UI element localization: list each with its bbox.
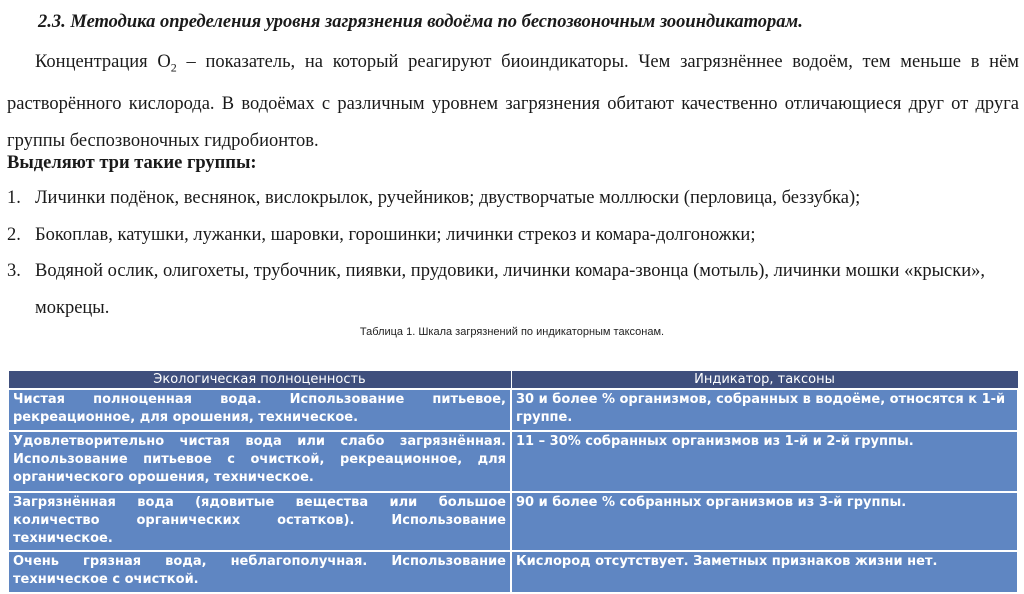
section-heading: 2.3. Методика определения уровня загрязнения водоёма по беспозвоночным зооиндикаторам.	[38, 12, 803, 32]
pollution-scale-table	[7, 370, 1019, 594]
header-ecological-quality: Экологическая полноценность	[8, 371, 511, 390]
indicator-cell: 11 – 30% собранных организмов из 1-й и 2-й группы.	[511, 431, 1018, 492]
quality-cell: Очень грязная вода, неблагополучная. Использование техническое с очисткой.	[8, 551, 511, 593]
intro-text-part1: Концентрация О	[35, 52, 171, 72]
list-item-text: Личинки подёнок, веснянок, вислокрылок, ручейников; двустворчатые моллюски (перловица, беззубка);	[35, 188, 861, 208]
list-item	[7, 253, 1017, 326]
list-item-number: 3.	[7, 261, 21, 281]
table-header-row	[8, 371, 1018, 390]
indicator-cell: 90 и более % собранных организмов из 3-й группы.	[511, 492, 1018, 551]
list-item-text: Бокоплав, катушки, лужанки, шаровки, горошинки; личинки стрекоз и комара-долгоножки;	[35, 224, 756, 245]
table-row	[8, 389, 1018, 431]
list-item	[7, 217, 1017, 254]
list-item-number: 2.	[7, 224, 21, 245]
intro-paragraph	[7, 44, 1019, 159]
list-item-text: Водяной ослик, олигохеты, трубочник, пиявки, прудовики, личинки комара-звонца (мотыль), личинки мошки «крыски», мокрецы.	[35, 261, 985, 318]
groups-title: Выделяют три такие группы:	[7, 153, 257, 173]
intro-text-part2: – показатель, на который реагируют биоиндикаторы. Чем загрязнённее водоём, тем меньше в нём растворённого кислорода. В водоёмах с различным уровнем загрязнения обитают качественно отличающиеся друг от друга группы беспозвоночных гидробионтов.	[7, 52, 1019, 151]
indicator-cell: Кислород отсутствует. Заметных признаков жизни нет.	[511, 551, 1018, 593]
table-row	[8, 492, 1018, 551]
oxygen-subscript: 2	[170, 60, 177, 75]
list-item	[7, 180, 1017, 217]
quality-cell: Удовлетворительно чистая вода или слабо загрязнённая. Использование питьевое с очисткой, рекреационное, для органического орошения, техническое.	[8, 431, 511, 492]
groups-list	[7, 180, 1017, 326]
list-item-number: 1.	[7, 188, 21, 208]
table-row	[8, 431, 1018, 492]
quality-cell: Чистая полноценная вода. Использование питьевое, рекреационное, для орошения, техническое.	[8, 389, 511, 431]
quality-cell: Загрязнённая вода (ядовитые вещества или большое количество органических остатков). Использование техническое.	[8, 492, 511, 551]
table-caption: Таблица 1. Шкала загрязнений по индикаторным таксонам.	[359, 326, 665, 338]
table-row	[8, 551, 1018, 593]
header-indicator: Индикатор, таксоны	[511, 371, 1018, 390]
indicator-cell: 30 и более % организмов, собранных в водоёме, относятся к 1-й группе.	[511, 389, 1018, 431]
